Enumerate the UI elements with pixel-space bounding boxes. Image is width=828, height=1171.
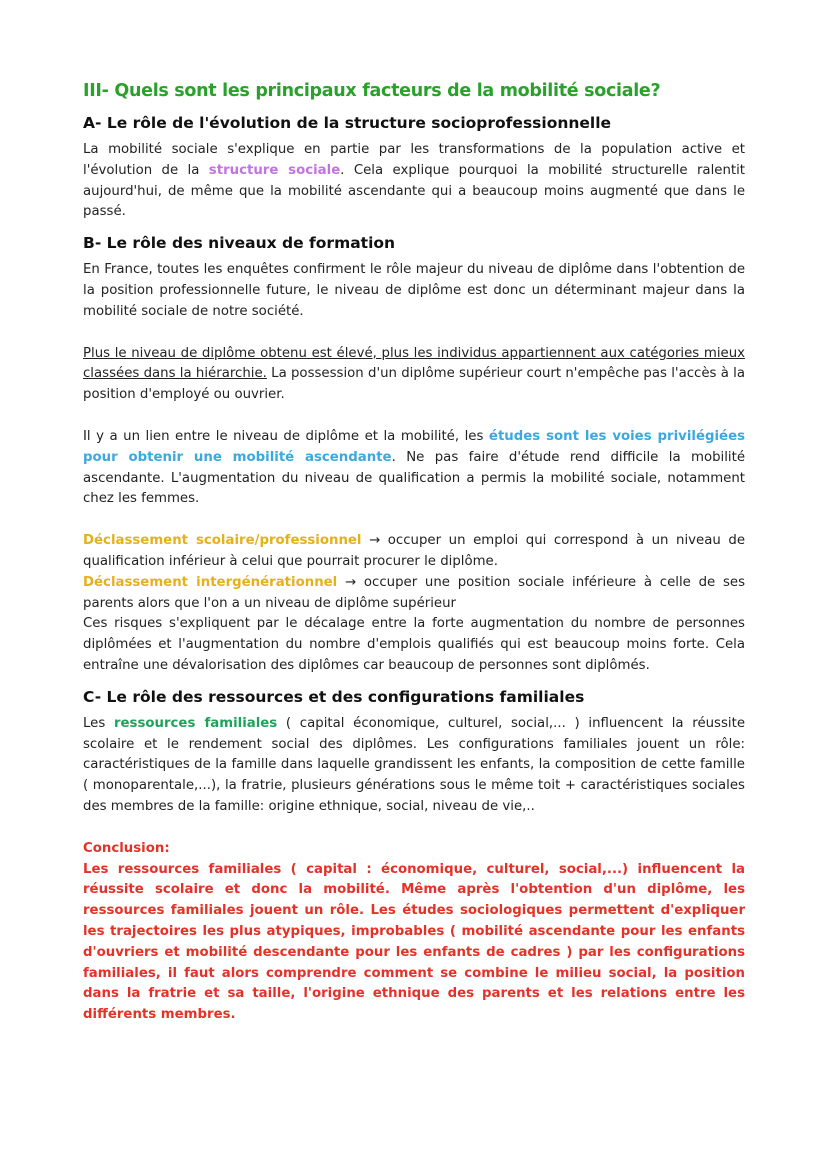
paragraph-b1: En France, toutes les enquêtes confirment le rôle majeur du niveau de diplôme dans l'obtention de la position professionnelle future, le niveau de diplôme est donc un déterminant majeur dans la mobilité sociale de notre société. [83,262,745,319]
underlined-statement: Plus le niveau de diplôme obtenu est élevé, plus les individus appartiennent aux catégories mieux classées dans la hiérarchie. [83,345,745,382]
paragraph-b2 [83,344,745,406]
definition-declassement-scolaire [83,531,745,573]
conclusion-label: Conclusion: [83,840,170,856]
conclusion-text: Les ressources familiales ( capital : économique, culturel, social,...) influencent la réussite scolaire et donc la mobilité. Même après l'obtention d'un diplôme, les ressources familiales jouent un rôle. Les études sociologiques permettent d'expliquer les trajectoires les plus atypiques, improbables ( mobilité ascendante pour les enfants d'ouvriers et mobilité descendante pour les enfants de cadres ) par les configurations familiales, il faut alors comprendre comment se combine le milieu social, la position dans la fratrie et sa taille, l'origine ethnique des parents et les relations entre les différents membres. [83,861,745,1023]
highlight-etudes: études sont les voies privilégiées pour obtenir une mobilité ascendante [83,428,745,465]
text-segment: ( capital économique, culturel, social,... ) influencent la réussite scolaire et le rendement social des diplômes. Les configurations familiales jouent un rôle: caractéristiques de la famille dans laquelle grandissent les enfants, la composition de cette famille ( monoparentale,...), la fratrie, plusieurs générations sous le même toit + caractéristiques sociales des membres de la famille: origine ethnique, social, niveau de vie,.. [83,715,746,814]
paragraph-b3 [83,427,745,510]
term-declassement-scolaire: Déclassement scolaire/professionnel [83,533,362,549]
definition-text: → occuper une position sociale inférieure à celle de ses parents alors que l'on a un niveau de diplôme supérieur [83,574,745,611]
text-segment: Il y a un lien entre le niveau de diplôme et la mobilité, les [83,428,489,444]
term-declassement-intergenerationnel: Déclassement intergénérationnel [83,574,338,590]
text-segment: La mobilité sociale s'explique en partie par les transformations de la population active et l'évolution de la [83,142,745,178]
text-segment: . Ne pas faire d'étude rend difficile la mobilité ascendante. L'augmentation du niveau de qualification a permis la mobilité sociale, notamment chez les femmes. [83,449,746,507]
paragraph-b4: Ces risques s'expliquent par le décalage entre la forte augmentation du nombre de personnes diplômées et l'augmentation du nombre d'emplois qualifiés qui est beaucoup moins forte. Cela entraîne une dévalorisation des diplômes car beaucoup de personnes sont diplômés. [83,616,745,673]
definition-text: → occuper un emploi qui correspond à un niveau de qualification inférieur à celui que pourrait procurer le diplôme. [83,533,745,569]
text-segment: La possession d'un diplôme supérieur court n'empêche pas l'accès à la position d'employé ou ouvrier. [83,366,745,403]
text-segment: . Cela explique pourquoi la mobilité structurelle ralentit aujourd'hui, de même que la mobilité ascendante qui a beaucoup moins augmenté que dans le passé. [83,162,745,220]
definition-declassement-intergenerationnel [83,573,745,615]
highlight-structure-sociale: structure sociale [208,162,341,178]
text-segment: Les [83,715,114,731]
section-title: III- Quels sont les principaux facteurs de la mobilité sociale? [83,81,661,101]
paragraph-part-c [83,714,745,818]
document-page [83,78,745,1026]
paragraph-part-a [83,140,745,223]
highlight-ressources-familiales: ressources familiales [113,715,278,731]
heading-part-c: C- Le rôle des ressources et des configurations familiales [83,687,585,706]
heading-part-b: B- Le rôle des niveaux de formation [83,234,396,253]
heading-part-a: A- Le rôle de l'évolution de la structure socioprofessionnelle [83,114,612,132]
